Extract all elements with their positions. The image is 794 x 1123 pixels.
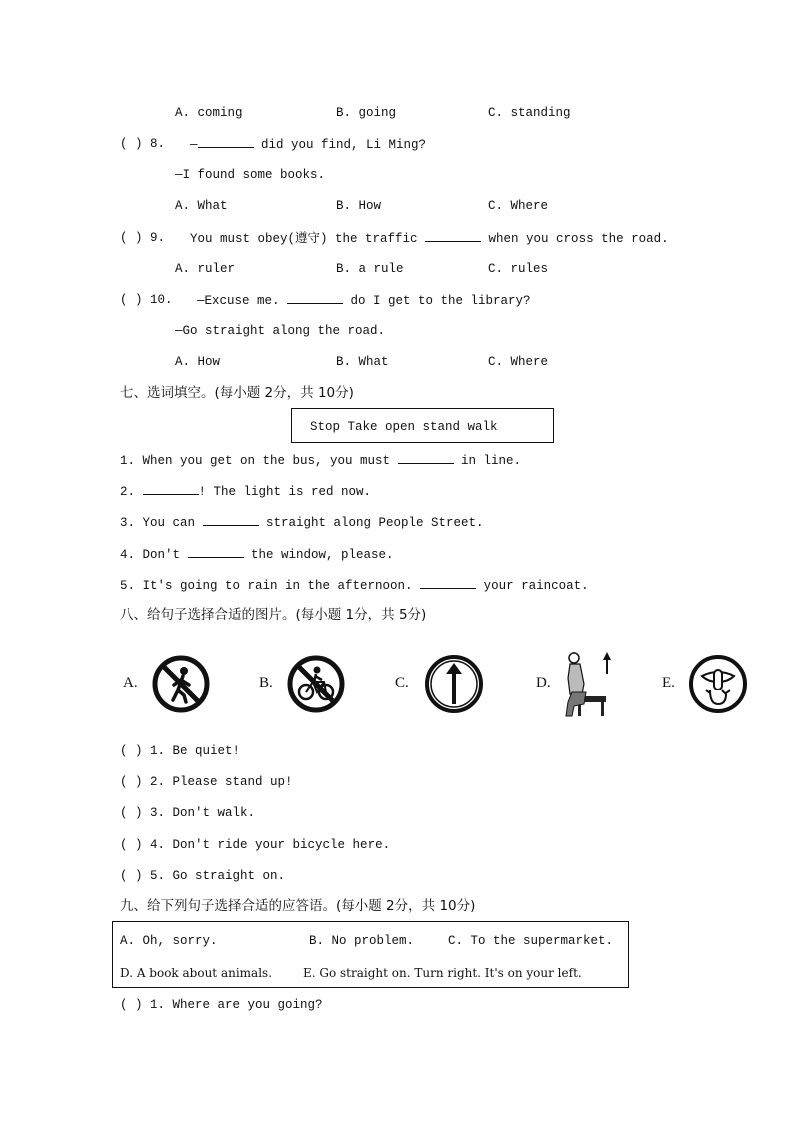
item-text-a: 4. Don't — [120, 548, 188, 562]
item-text: Go straight on. — [172, 869, 286, 883]
part7-item-1 — [120, 452, 521, 469]
no-bicycle-icon — [286, 654, 346, 714]
item-text: Be quiet! — [172, 744, 241, 758]
q8-reply: —I found some books. — [175, 168, 326, 182]
item-text: Don't walk. — [172, 806, 256, 820]
item-bracket: ( ) 5. — [120, 869, 166, 883]
q10-question — [197, 292, 531, 309]
picture-label-a: A. — [123, 675, 138, 691]
item-text-a: 2. — [120, 485, 143, 499]
item-text: Please stand up! — [172, 775, 293, 789]
q7-option-a: A. coming — [175, 106, 243, 120]
picture-label-d: D. — [536, 675, 551, 691]
q8-option-a: A. What — [175, 199, 228, 213]
q10-text-a: —Excuse me. — [197, 294, 288, 308]
part7-item-3 — [120, 514, 484, 531]
part7-heading: 七、选词填空。(每小题 2分，共 10分) — [120, 385, 354, 401]
answer-options-box — [112, 921, 629, 988]
option-a: A. Oh, sorry. — [120, 934, 218, 948]
straight-arrow-icon — [424, 654, 484, 714]
item-text-a: 3. You can — [120, 516, 203, 530]
item-blank[interactable] — [420, 577, 476, 589]
q9-bracket: ( ) 9. — [120, 231, 166, 245]
q8-option-c: C. Where — [488, 199, 549, 213]
part8-item-2 — [120, 774, 293, 790]
q7-option-b: B. going — [336, 106, 397, 120]
stand-up-person-icon — [560, 648, 620, 720]
word-box — [291, 408, 554, 443]
item-blank[interactable] — [188, 546, 244, 558]
q10-option-b: B. What — [336, 355, 389, 369]
q10-blank[interactable] — [287, 292, 343, 304]
part7-item-2 — [120, 483, 371, 500]
item-text-a: 5. It's going to rain in the afternoon. — [120, 579, 421, 593]
option-b: B. No problem. — [309, 934, 415, 948]
q9-question — [190, 230, 669, 247]
item-blank[interactable] — [398, 452, 454, 464]
q9-text-b: when you cross the road. — [481, 232, 669, 246]
q10-text-b: do I get to the library? — [343, 294, 531, 308]
option-e: E. Go straight on. Turn right. It's on your left. — [303, 966, 582, 980]
item-text-b: in line. — [453, 454, 522, 468]
picture-label-e: E. — [662, 675, 675, 691]
q9-option-c: C. rules — [488, 262, 549, 276]
q8-question — [190, 136, 426, 153]
part8-item-1 — [120, 743, 240, 759]
q10-reply: —Go straight along the road. — [175, 324, 386, 338]
item-text-b: ! The light is red now. — [198, 485, 372, 499]
item-bracket: ( ) 1. — [120, 744, 166, 758]
item-text-b: your raincoat. — [476, 579, 589, 593]
part8-heading: 八、给句子选择合适的图片。(每小题 1分，共 5分) — [120, 607, 427, 623]
part8-item-5 — [120, 868, 285, 884]
item-bracket: ( ) 2. — [120, 775, 166, 789]
picture-label-b: B. — [259, 675, 273, 691]
q9-option-a: A. ruler — [175, 262, 236, 276]
item-text-b: straight along People Street. — [258, 516, 484, 530]
item-blank[interactable] — [203, 514, 259, 526]
q8-blank[interactable] — [198, 136, 254, 148]
be-quiet-icon — [688, 654, 748, 714]
q10-option-c: C. Where — [488, 355, 549, 369]
q8-text-a: — — [190, 138, 198, 152]
picture-label-c: C. — [395, 675, 409, 691]
q8-text-b: did you find, Li Ming? — [253, 138, 427, 152]
part7-item-4 — [120, 546, 394, 563]
word-box-text: Stop Take open stand walk — [310, 420, 498, 434]
q9-text-a: You must obey(遵守) the traffic — [190, 232, 426, 246]
option-d: D. A book about animals. — [120, 966, 273, 980]
item-bracket: ( ) 3. — [120, 806, 166, 820]
item-text-b: the window, please. — [243, 548, 394, 562]
item-bracket: ( ) 4. — [120, 838, 166, 852]
option-c: C. To the supermarket. — [448, 934, 614, 948]
no-walking-icon — [151, 654, 211, 714]
item-text-a: 1. When you get on the bus, you must — [120, 454, 398, 468]
part7-item-5 — [120, 577, 589, 594]
item-blank[interactable] — [143, 483, 199, 495]
q10-option-a: A. How — [175, 355, 221, 369]
part8-item-4 — [120, 837, 390, 853]
q10-bracket: ( ) 10. — [120, 293, 173, 307]
item-bracket: ( ) 1. — [120, 998, 166, 1012]
part8-item-3 — [120, 805, 255, 821]
q8-option-b: B. How — [336, 199, 382, 213]
item-text: Don't ride your bicycle here. — [172, 838, 391, 852]
part9-heading: 九、给下列句子选择合适的应答语。(每小题 2分，共 10分) — [120, 898, 476, 914]
q9-blank[interactable] — [425, 230, 481, 242]
q9-option-b: B. a rule — [336, 262, 404, 276]
q8-bracket: ( ) 8. — [120, 137, 166, 151]
part9-item-1 — [120, 997, 323, 1013]
item-text: Where are you going? — [172, 998, 323, 1012]
q7-option-c: C. standing — [488, 106, 571, 120]
